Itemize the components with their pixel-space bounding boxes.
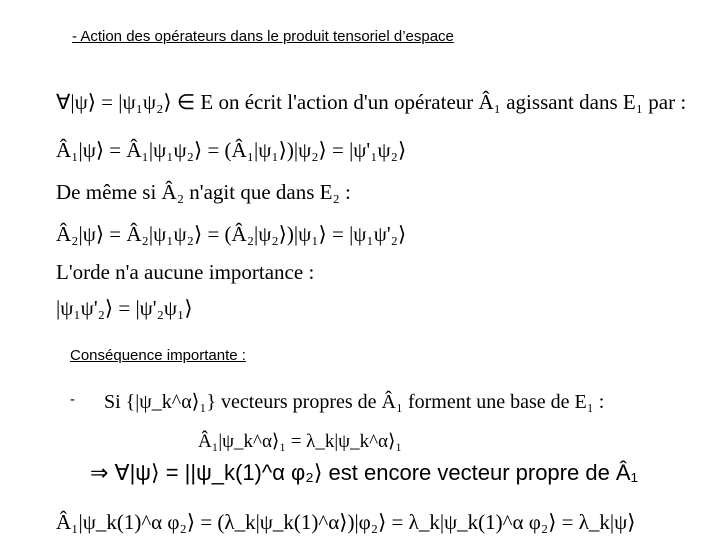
line-1 [56, 92, 686, 113]
formula-text: Â₁|ψ_k^α⟩₁ = λ_k|ψ_k^α⟩₁ [198, 431, 402, 452]
formula-text: Â₁|ψ_k(1)^α φ₂⟩ = (λ_k|ψ_k(1)^α⟩)|φ₂⟩ = λ_k|ψ_k(1)^α φ₂⟩ = λ_k|ψ⟩ [56, 510, 636, 534]
formula-text: Si {|ψ_k^α⟩₁} vecteurs propres de Â₁ forment une base de E₁ : [104, 391, 605, 413]
formula-text: ∀|ψ⟩ = |ψ₁ψ₂⟩ ∈ E on écrit l'action d'un opérateur Â₁ agissant dans E₁ par : [56, 90, 687, 114]
line-6 [56, 298, 193, 319]
line-2 [56, 140, 406, 161]
line-3 [56, 182, 351, 203]
consequence-label: Conséquence importante : [70, 347, 246, 364]
formula-text: |ψ₁ψ'₂⟩ = |ψ'₂ψ₁⟩ [56, 296, 193, 320]
eigen-line [198, 432, 402, 451]
formula-text: Â₂|ψ⟩ = Â₂|ψ₁ψ₂⟩ = (Â₂|ψ₂⟩)|ψ₁⟩ = |ψ₁ψ'₂⟩ [56, 222, 407, 246]
implies-line [90, 462, 638, 484]
formula-text: De même si Â₂ n'agit que dans E₂ : [56, 180, 351, 204]
line-4 [56, 224, 406, 245]
formula-text: ⇒ ∀|ψ⟩ = ||ψ_k(1)^α φ₂⟩ est encore vecteur propre de Â₁ [90, 460, 639, 485]
formula-text: L'orde n'a aucune importance : [56, 260, 315, 284]
formula-text: Â₁|ψ⟩ = Â₁|ψ₁ψ₂⟩ = (Â₁|ψ₁⟩)|ψ₂⟩ = |ψ'₁ψ₂⟩ [56, 138, 407, 162]
line-5 [56, 262, 314, 283]
si-line [104, 392, 604, 412]
page-title: - Action des opérateurs dans le produit tensoriel d’espace [72, 28, 454, 45]
bullet-dash: - [70, 391, 75, 408]
last-line [56, 512, 635, 533]
